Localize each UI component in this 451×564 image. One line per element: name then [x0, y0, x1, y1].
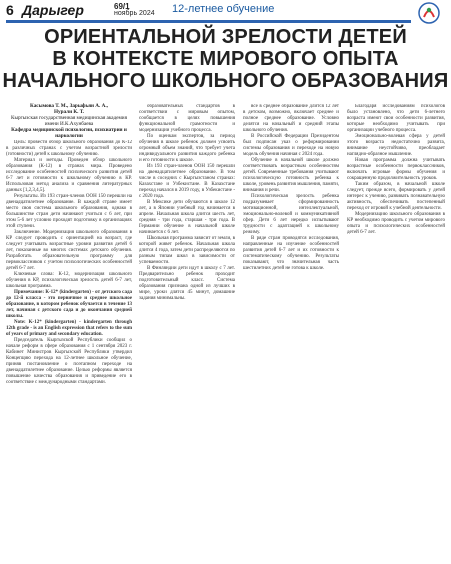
note-ru: Примечание: К-12* (kindergarten) - от детского сада до 12-й класса - это первичное и среднее школьное образование, в котором ребенок обучается в течение 13 лет, начиная с детского сада и до окончания средней школы.: [6, 290, 132, 319]
paragraph: Новая программа должна учитывать возрастные особенности первоклассников, включать игровые формы обучения и сокращенную продолжительность уроков.: [347, 158, 445, 181]
paragraph: Материал и методы. Проведен обзор школьного образования (К-12) в странах мира. Проведено исследование особенностей психического развития детей 6-7 лет и готовности к школьному обучению в КР. Использован метод анализа и сравнения литературных данных [1,2,3,4,5].: [6, 158, 132, 193]
title-line: В КОНТЕКСТЕ МИРОВОГО ОПЫТА: [52, 48, 399, 70]
issue-date: ноябрь 2024: [114, 10, 155, 17]
paragraph: В Финляндии дети идут в школу с 7 лет. Предварительно ребенок проходит подготовительный класс. Система образования признана одной из лучших в мире, уроки длятся 45 минут, домашние задания минимальны.: [139, 266, 235, 301]
paragraph: В ряде стран проводятся исследования, направленные на изучение особенностей развития детей 6-7 лет и их готовности к систематическому обучению. Результаты показывают, что значительная часть шестилетних детей не готова к школе.: [243, 236, 339, 271]
text-column-3: [243, 104, 339, 560]
page-header: [0, 0, 451, 22]
paragraph: В Мексике дети обучаются в школе 12 лет, а в Японии учебный год начинается в апреле. Начальная школа длится шесть лет, средняя - три года, старшая - три года. В Германии обучение в начальной школе начинается с 6 лет.: [139, 200, 235, 235]
academy-logo-icon: [418, 2, 440, 24]
header-rule: [6, 20, 411, 23]
issue-number: 69/1: [114, 2, 130, 11]
paragraph: Благодаря исследованиям психологов было установлено, что дети 6-летнего возраста имеют свои особенности развития, которые необходимо учитывать при организации учебного процесса.: [347, 104, 445, 133]
text-column-4: [347, 104, 445, 560]
paragraph: Психологическая зрелость ребенка подразумевает сформированность мотивационной, интеллектуальной, эмоционально-волевой и коммуникативной сфер. Дети 6 лет нередко испытывают трудности с адаптацией к школьному режиму.: [243, 194, 339, 235]
section-title: 12-летнее обучение: [172, 3, 275, 15]
paragraph: Таким образом, в начальной школе следует, прежде всего, формировать у детей интерес к учению, развивать познавательную активность, обеспечивать постепенный переход от игровой к учебной деятельности.: [347, 182, 445, 211]
author-block: [6, 103, 132, 140]
article-title: [0, 26, 451, 92]
masthead: Дарыгер: [22, 2, 84, 18]
authors: Касымова Т. М., Зарыфьян А. А.,: [30, 103, 108, 109]
paragraph: Ключевые слова: К-12, модернизация школьного обучения в КР, психологическая зрелость детей 6-7 лет, школьная программа.: [6, 272, 132, 289]
paragraph: По оценкам экспертов, за период обучения в школе ребенок должен усвоить огромный объем знаний, что требует учета индивидуального развития каждого ребенка и его готовности к школе.: [139, 134, 235, 163]
paragraph: Заключение. Модернизация школьного образования в КР следует проводить с ориентацией на возраст, где следует учитывать возрастные уровни развития детей 6 лет, показанные во многих системах детского обучения. Разработать образовательную программу для первоклассников с учетом психологических особенностей детей 6-7 лет.: [6, 230, 132, 271]
paragraph: Обучение в начальной школе должно соответствовать возрастным особенностям детей. Современные требования учитывают психологическую готовность ребенка к школе, уровень развития мышления, памяти, внимания и речи.: [243, 158, 339, 193]
page-number: 6: [6, 2, 14, 18]
paragraph: Модернизацию школьного образования в КР необходимо проводить с учетом мирового опыта и психологических особенностей детей 6-7 лет.: [347, 212, 445, 235]
paragraph: образовательных стандартов в соответствии с мировым опытом, сообщается в целях повышения функциональной грамотности и модернизации учебного процесса.: [139, 104, 235, 133]
paragraph: Председатель Кыргызской Республики сообщил о начале реформ в сфере образования с 1 сентября 2023 г. Кабинет Министров Кыргызской Республики утвердил Концепцию перехода на 12-летнее школьное обучение, приняв постановление о поэтапном переходе на двенадцатилетнее образование. Целью реформы является повышение качества образования и приведение его в соответствие с международными стандартами.: [6, 338, 132, 385]
issue-info: [114, 3, 155, 17]
title-line: НАЧАЛЬНОГО ШКОЛЬНОГО ОБРАЗОВАНИЯ: [2, 70, 449, 92]
paragraph: Цель: провести обзор школьного образования до К-12 в различных странах с учетом возрастной зрелости (готовности) детей к школьному обучению.: [6, 140, 132, 157]
note-en: Note: K-12* (kindergarten) - kindergarten through 12th grade - is an English expression that refers to the sum of years of primary and secondary education.: [6, 320, 132, 337]
text-column-1: [6, 140, 132, 564]
title-line: ОРИЕНТАЛЬНОЙ ЗРЕЛОСТИ ДЕТЕЙ: [44, 26, 407, 48]
paragraph: Из 193 стран-членов ООН 150 перешли на двенадцатилетнее образование. В том числе в соседних с Кыргызстаном странах: Казахстане и Узбекистане. В Казахстане переход начался в 2019 году, в Узбекистане - с 2020 года.: [139, 164, 235, 199]
paragraph: Школьная программа зависит от земли, в которой живет ребенок. Начальная школа длится 4 года, затем дети распределяются по разным типам школ в зависимости от успеваемости.: [139, 236, 235, 265]
department: Кафедра медицинской психологии, психиатрии и наркологии: [11, 127, 127, 140]
paragraph: Эмоционально-волевая сфера у детей этого возраста недостаточно развита, внимание неустойчиво, преобладает наглядно-образное мышление.: [347, 134, 445, 157]
authors: Нурали К. Т.: [54, 109, 84, 116]
paragraph: все в среднее образование длится 12 лет в детском, возможно, включает среднее и полное среднее образование. Условно делятся на начальный и средний этапы школьного обучения.: [243, 104, 339, 133]
paragraph: В Российской Федерации Президентом был подписан указ о реформировании системы образования и переходе на новую модель обучения начиная с 2024 года.: [243, 134, 339, 157]
text-column-2: [139, 104, 235, 560]
affiliation: Кыргызская государственная медицинская академия имени И.К.Ахунбаева: [11, 115, 127, 128]
paragraph: Результаты. Из 193 стран-членов ООН 150 перешли на двенадцатилетнее образование. В каждой стране имеет место своя система школьного образования, однако в большинстве стран дети начинают учиться с 6 лет, при этом 5-6 лет условно проходят подготовку в организациях этой ступени.: [6, 194, 132, 229]
